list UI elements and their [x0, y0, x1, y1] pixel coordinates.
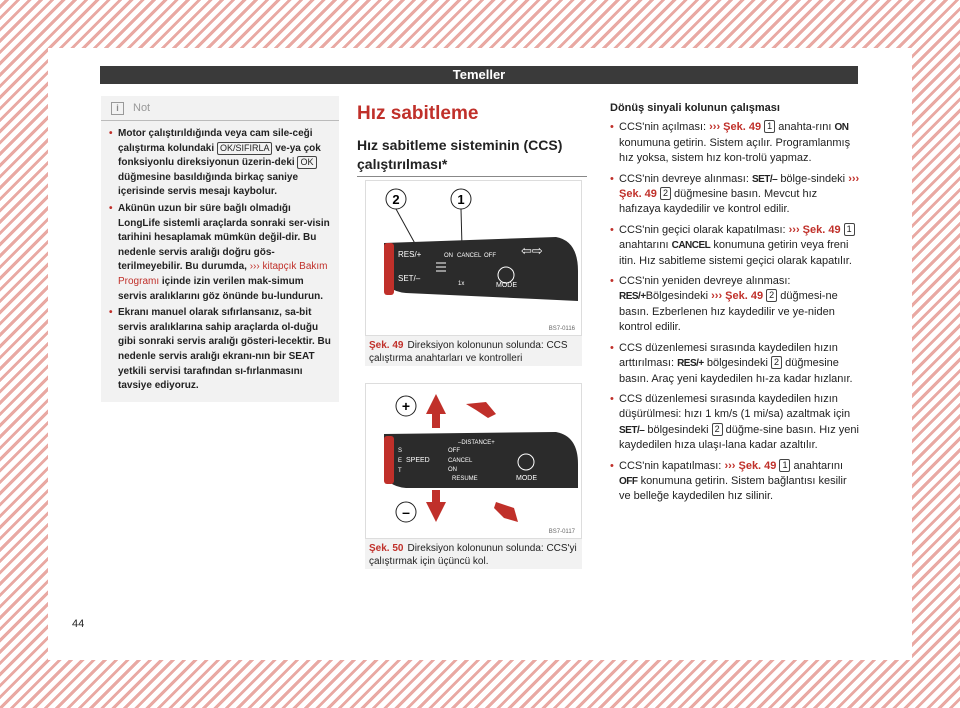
bullet-icon: • [610, 275, 614, 288]
minus-label: – [402, 504, 410, 520]
label-speed: SPEED [406, 457, 430, 464]
list-item: • CCS düzenlemesi sırasında kaydedilen hızın düşürülmesi: hızı 1 km/s (1 mi/sa) azaltmak için SET/– bölgesindeki 2 düğme-sine basın. Hız yeni kaydedilen hıza ulaşı-lana kadar azaltılır. [610, 392, 860, 454]
svg-text:T: T [398, 468, 402, 474]
list-item: • CCS'nin devreye alınması: SET/– bölge-sindeki ››› Şek. 49 2 düğmesine basın. Mevcut hız hafızaya kaydedilir ve kontrol edilir. [610, 172, 860, 218]
plus-label: + [401, 398, 411, 414]
fig-49-link[interactable]: ››› Şek. 49 [788, 223, 841, 236]
bullet-icon: • [610, 341, 614, 354]
list-item: • CCS'nin açılması: ››› Şek. 49 1 anahta-rını ON konumuna getirin. Sistem açılır. Programlanmış hız yoksa, sistem hız kon-trolü yapmaz. [610, 120, 860, 166]
bullet-icon: • [109, 307, 113, 319]
bullet-icon: • [109, 202, 113, 214]
svg-text:RESUME: RESUME [452, 476, 478, 482]
fig-49-link[interactable]: ››› Şek. 49 [711, 290, 764, 303]
arrow-upright-icon [466, 402, 496, 418]
list-item: • CCS'nin yeniden devreye alınması: RES/+Bölgesindeki ››› Şek. 49 2 düğmesi-ne basın. Ezberlenen hız kaydedilir ve ye-niden kontrol edilir. [610, 274, 860, 336]
svg-text:OFF: OFF [448, 448, 460, 454]
label-res: RES/+ [398, 250, 422, 259]
label-1x: 1x [458, 281, 465, 287]
label-mode: MODE [496, 282, 517, 289]
page-header: Temeller [100, 66, 858, 84]
label-set: SET/– [398, 274, 421, 283]
label-off: OFF [484, 253, 496, 259]
figure-code: BS7-0116 [548, 326, 575, 332]
svg-text:CANCEL: CANCEL [448, 458, 473, 464]
key-ok-reset: OK/SIFIRLA [217, 142, 273, 155]
bullet-icon: • [610, 172, 614, 185]
bullet-icon: • [610, 459, 614, 472]
note-item: • Akünün uzun bir süre bağlı olmadığı LongLife sistemli araçlarda sonraki ser-visin tarihini hesaplamak mümkün değil-dir. Bu nedenle servis aralığı doğru gös-terilmeyebilir. Bu durumda, ››› kitapçık Bakım Programı içinde izin verilen mak-simum servis aralıklarını göz önünde bu-lundurun. [109, 202, 331, 304]
figure-50 [365, 383, 582, 569]
divider [357, 176, 587, 177]
note-box [101, 96, 339, 402]
bullet-icon: • [109, 128, 113, 139]
list-item: • CCS'nin kapatılması: ››› Şek. 49 1 anahtarını OFF konumuna getirin. Sistem bağlantısı kesilir ve belleğe kaydedilen hız silinir. [610, 459, 860, 505]
maintenance-booklet-link[interactable]: ››› kitapçık Bakım Programı [118, 261, 328, 287]
arrow-downright-icon [494, 502, 518, 522]
label-cancel: CANCEL [457, 253, 482, 259]
note-title: Not [133, 102, 151, 114]
svg-text:S: S [398, 448, 403, 454]
bullet-icon: • [610, 121, 614, 134]
fig-49-link[interactable]: ››› Şek. 49 [709, 121, 762, 134]
bullet-icon: • [610, 392, 614, 405]
section-subtitle: Hız sabitleme sisteminin (CCS) çalıştırılması* [357, 137, 563, 172]
figure-49 [365, 180, 582, 366]
svg-text:⇦⇨: ⇦⇨ [521, 244, 543, 259]
list-item: • CCS'nin geçici olarak kapatılması: ››› Şek. 49 1 anahtarını CANCEL konumuna getirin veya freni itin. Hız sabitleme sistemi geçici olarak kapatılır. [610, 223, 860, 269]
figure-50-image [365, 383, 582, 539]
svg-text:ON: ON [448, 467, 457, 473]
right-title: Dönüş sinyali kolunun çalışması [610, 102, 780, 114]
right-column [610, 101, 860, 510]
arrow-down-icon [426, 490, 446, 522]
svg-text:E: E [398, 458, 403, 464]
note-item: • Motor çalıştırıldığında veya cam sile-ceği çalıştırma kolundaki OK/SIFIRLA ve-ya çok fonksiyonlu direksiyonun üzerin-deki OK düğmesine basıldığında birkaç saniye içerisinde servis mesajı kaybolur. [109, 127, 331, 200]
fig-49-link[interactable]: ››› Şek. 49 [724, 459, 777, 472]
label-distance: –DISTANCE+ [458, 440, 495, 446]
label-on: ON [444, 253, 453, 259]
figure-code: BS7-0117 [548, 529, 575, 535]
figure-49-image [365, 180, 582, 336]
key-ok: OK [297, 156, 316, 169]
note-item: • Ekranı manuel olarak sıfırlansanız, sa-bit servis aralıklarına sahip araçlarda ol-duğu gibi sonraki servis aralığı gösteri-lecektir. Bu nedenle servis aralığı ekranı-nın bir SEAT yetkili servisi tarafından sı-fırlanmasını tavsiye ediyoruz. [109, 306, 331, 394]
section-title: Hız sabitleme [357, 103, 479, 124]
bullet-icon: • [610, 223, 614, 236]
figure-49-caption: Şek. 49 Direksiyon kolonunun solunda: CCS çalıştırma anahtarları ve kontrolleri [369, 340, 568, 364]
page-number: 44 [72, 618, 85, 630]
arrow-up-icon [426, 394, 446, 428]
svg-text:MODE: MODE [516, 475, 537, 482]
note-header [101, 96, 339, 121]
fig-49-link[interactable]: ››› Şek. 49 [619, 172, 860, 201]
info-icon: i [111, 102, 124, 115]
callout-1: 1 [457, 192, 465, 207]
list-item: • CCS düzenlemesi sırasında kaydedilen hızın arttırılması: RES/+ bölgesindeki 2 düğmesine basın. Araç yeni kaydedilen hı-za kadar hızlanır. [610, 341, 860, 387]
figure-50-caption: Şek. 50 Direksiyon kolonunun solunda: CCS'yi çalıştırmak için üçüncü kol. [369, 543, 577, 567]
callout-2: 2 [392, 192, 400, 207]
